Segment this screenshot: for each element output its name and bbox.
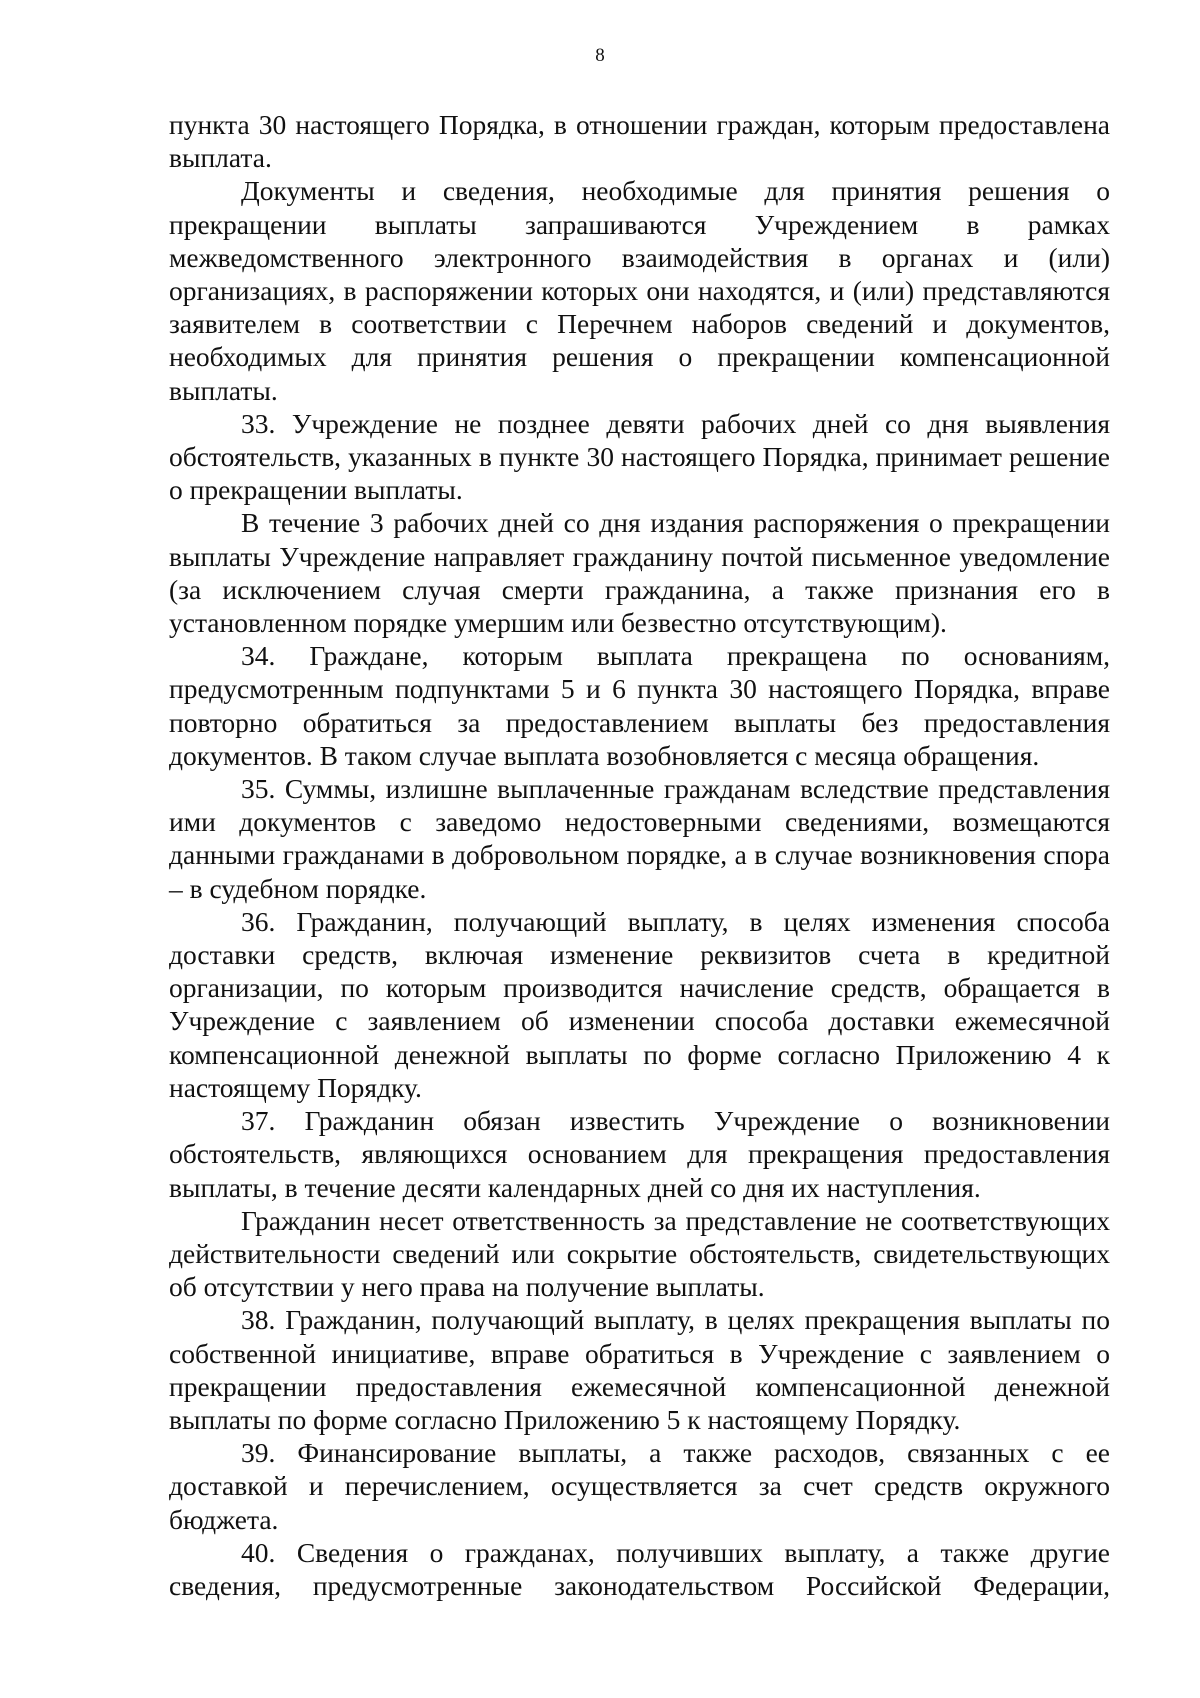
paragraph-40: 40. Сведения о гражданах, получивших выплату, а также другие сведения, предусмотренные законодательством Российской Федерации, (169, 1536, 1110, 1601)
paragraph-35: 35. Суммы, излишне выплаченные гражданам вследствие представления ими документов с заведомо недостоверными сведениями, возмещаются данными гражданами в добровольном порядке, а в случае возникновения спора – в судебном порядке. (169, 773, 1110, 904)
paragraph-37-responsibility: Гражданин несет ответственность за представление не соответствующих действительности сведений или сокрытие обстоятельств, свидетельствующих об отсутствии у него права на получение выплаты. (169, 1204, 1110, 1303)
document-body (169, 108, 1110, 1602)
paragraph-33: 33. Учреждение не позднее девяти рабочих дней со дня выявления обстоятельств, указанных в пункте 30 настоящего Порядка, принимает решение о прекращении выплаты. (169, 407, 1110, 506)
paragraph-33-notice: В течение 3 рабочих дней со дня издания распоряжения о прекращении выплаты Учреждение направляет гражданину почтой письменное уведомление (за исключением случая смерти гражданина, а также признания его в установленном порядке умершим или безвестно отсутствующим). (169, 507, 1110, 639)
paragraph-continuation: пункта 30 настоящего Порядка, в отношении граждан, которым предоставлена выплата. (169, 109, 1110, 174)
paragraph-38: 38. Гражданин, получающий выплату, в целях прекращения выплаты по собственной инициативе, вправе обратиться в Учреждение с заявлением о прекращении предоставления ежемесячной компенсационной денежной выплаты по форме согласно Приложению 5 к настоящему Порядку. (169, 1304, 1110, 1435)
paragraph-37: 37. Гражданин обязан известить Учреждение о возникновении обстоятельств, являющихся основанием для прекращения предоставления выплаты, в течение десяти календарных дней со дня их наступления. (169, 1105, 1110, 1203)
page-number: 8 (595, 45, 605, 66)
paragraph-39: 39. Финансирование выплаты, а также расходов, связанных с ее доставкой и перечислением, осуществляется за счет средств окружного бюджета. (169, 1437, 1110, 1535)
paragraph-34: 34. Граждане, которым выплата прекращена по основаниям, предусмотренным подпунктами 5 и 6 пункта 30 настоящего Порядка, вправе повторно обратиться за предоставлением выплаты без предоставления документов. В таком случае выплата возобновляется с месяца обращения. (169, 640, 1110, 771)
paragraph-documents-info: Документы и сведения, необходимые для принятия решения о прекращении выплаты запрашиваются Учреждением в рамках межведомственного электронного взаимодействия в органах и (или) организациях, в распоряжении которых они находятся, и (или) представляются заявителем в соответствии с Перечнем наборов сведений и документов, необходимых для принятия решения о прекращении компенсационной выплаты. (169, 175, 1110, 406)
paragraph-36: 36. Гражданин, получающий выплату, в целях изменения способа доставки средств, включая изменение реквизитов счета в кредитной организации, по которым производится начисление средств, обращается в Учреждение с заявлением об изменении способа доставки ежемесячной компенсационной денежной выплаты по форме согласно Приложению 4 к настоящему Порядку. (169, 905, 1110, 1103)
